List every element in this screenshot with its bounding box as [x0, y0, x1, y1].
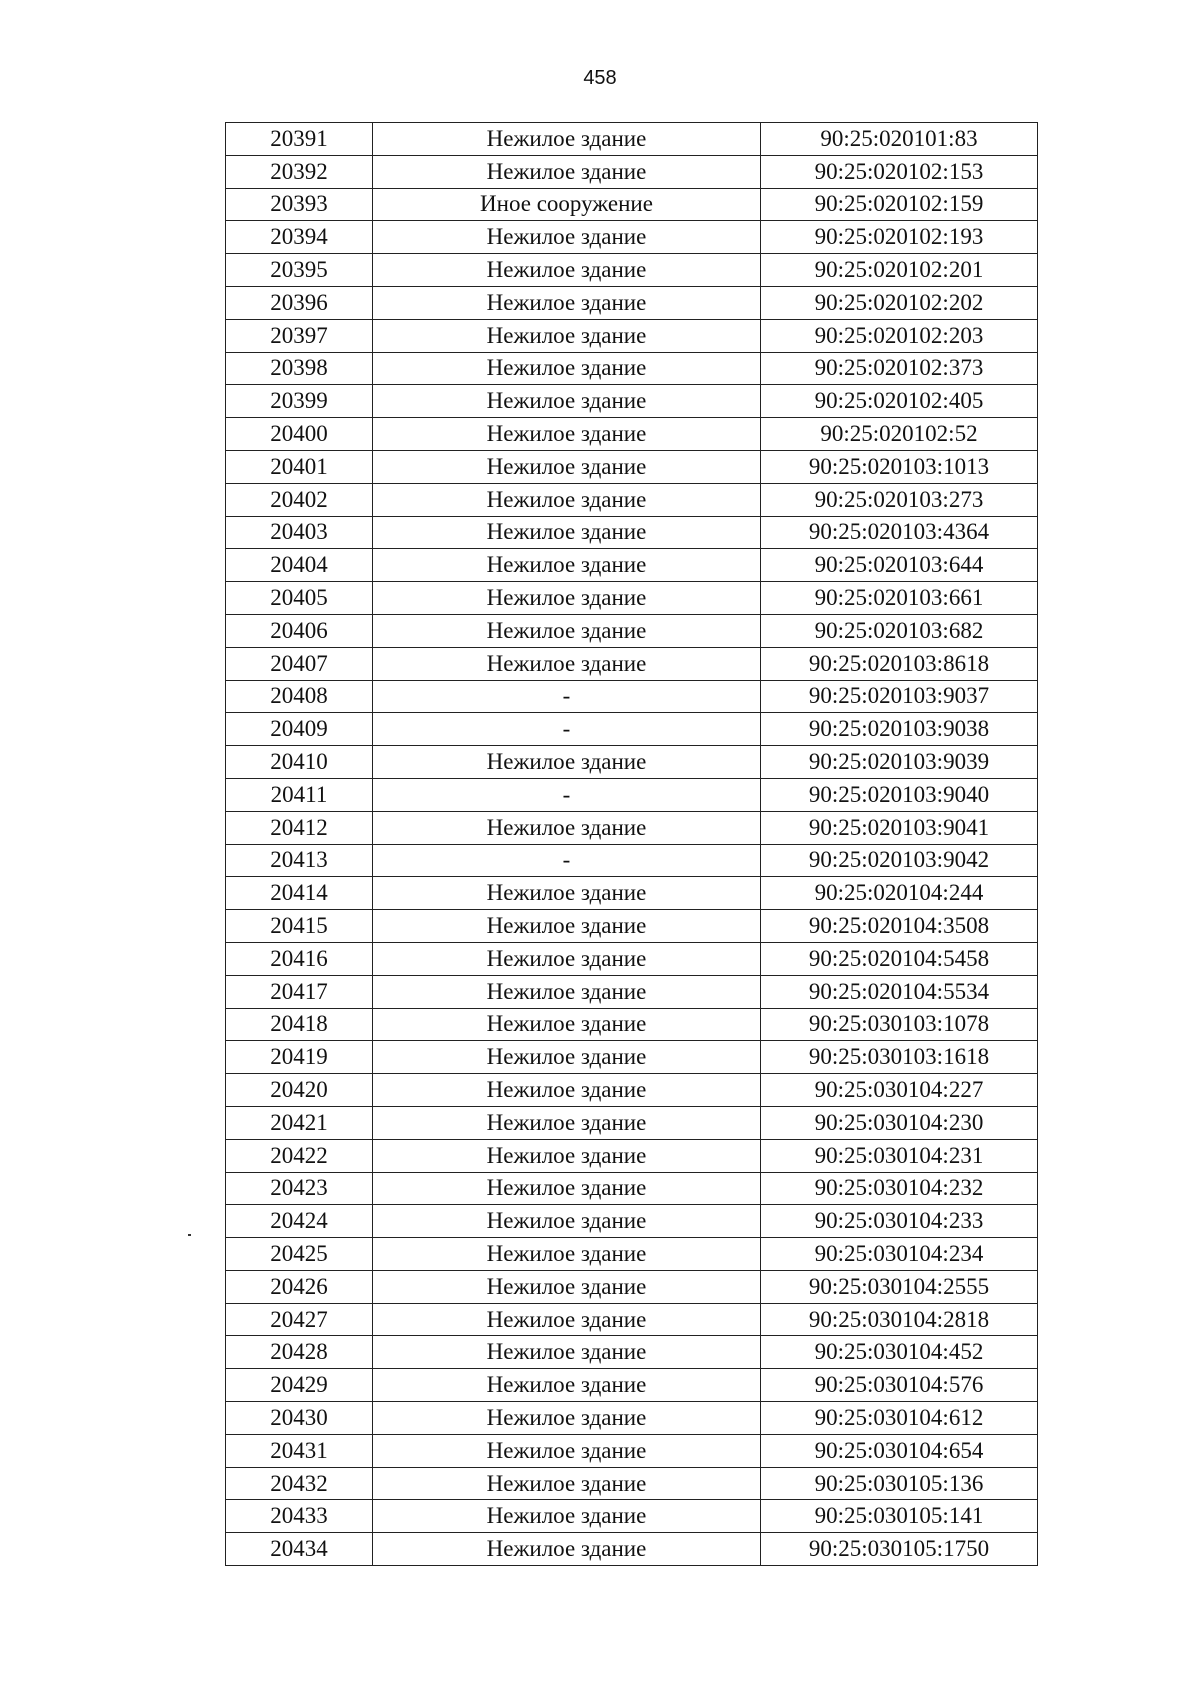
- object-type-cell: Нежилое здание: [373, 1402, 761, 1435]
- row-number-cell: 20413: [226, 844, 373, 877]
- table-row: [226, 1008, 1038, 1041]
- table-row: [226, 1106, 1038, 1139]
- row-number-cell: 20422: [226, 1139, 373, 1172]
- table-row: [226, 1238, 1038, 1271]
- table-row: [226, 910, 1038, 943]
- row-number-cell: 20405: [226, 582, 373, 615]
- object-type-cell: Нежилое здание: [373, 614, 761, 647]
- table-row: [226, 221, 1038, 254]
- table-row: [226, 1270, 1038, 1303]
- object-type-cell: Нежилое здание: [373, 549, 761, 582]
- cadastral-number-cell: 90:25:020103:661: [761, 582, 1038, 615]
- table-row: [226, 1074, 1038, 1107]
- cadastral-number-cell: 90:25:030105:141: [761, 1500, 1038, 1533]
- table-row: [226, 811, 1038, 844]
- row-number-cell: 20394: [226, 221, 373, 254]
- table-row: [226, 1402, 1038, 1435]
- row-number-cell: 20401: [226, 450, 373, 483]
- cadastral-number-cell: 90:25:020103:273: [761, 483, 1038, 516]
- object-type-cell: Нежилое здание: [373, 1172, 761, 1205]
- row-number-cell: 20431: [226, 1434, 373, 1467]
- object-type-cell: Нежилое здание: [373, 910, 761, 943]
- table-row: [226, 582, 1038, 615]
- row-number-cell: 20398: [226, 352, 373, 385]
- table-row: [226, 319, 1038, 352]
- row-number-cell: 20406: [226, 614, 373, 647]
- object-type-cell: Нежилое здание: [373, 286, 761, 319]
- table-row: [226, 1467, 1038, 1500]
- table-row: [226, 516, 1038, 549]
- object-type-cell: Иное сооружение: [373, 188, 761, 221]
- object-type-cell: Нежилое здание: [373, 1205, 761, 1238]
- object-type-cell: Нежилое здание: [373, 155, 761, 188]
- cadastral-number-cell: 90:25:030104:233: [761, 1205, 1038, 1238]
- row-number-cell: 20430: [226, 1402, 373, 1435]
- row-number-cell: 20415: [226, 910, 373, 943]
- cadastral-number-cell: 90:25:020103:1013: [761, 450, 1038, 483]
- object-type-cell: Нежилое здание: [373, 254, 761, 287]
- object-type-cell: Нежилое здание: [373, 1139, 761, 1172]
- table-row: [226, 188, 1038, 221]
- table-row: [226, 352, 1038, 385]
- row-number-cell: 20428: [226, 1336, 373, 1369]
- object-type-cell: Нежилое здание: [373, 1270, 761, 1303]
- table-row: [226, 1172, 1038, 1205]
- cadastral-number-cell: 90:25:030104:612: [761, 1402, 1038, 1435]
- cadastral-number-cell: 90:25:030103:1078: [761, 1008, 1038, 1041]
- table-row: [226, 746, 1038, 779]
- cadastral-number-cell: 90:25:020102:405: [761, 385, 1038, 418]
- cadastral-number-cell: 90:25:030104:231: [761, 1139, 1038, 1172]
- table-body: [226, 123, 1038, 1566]
- object-type-cell: Нежилое здание: [373, 483, 761, 516]
- cadastral-number-cell: 90:25:020101:83: [761, 123, 1038, 156]
- cadastral-number-cell: 90:25:020104:3508: [761, 910, 1038, 943]
- object-type-cell: Нежилое здание: [373, 1500, 761, 1533]
- row-number-cell: 20429: [226, 1369, 373, 1402]
- object-type-cell: -: [373, 713, 761, 746]
- cadastral-number-cell: 90:25:030104:227: [761, 1074, 1038, 1107]
- row-number-cell: 20425: [226, 1238, 373, 1271]
- table-row: [226, 450, 1038, 483]
- row-number-cell: 20400: [226, 418, 373, 451]
- table-row: [226, 385, 1038, 418]
- object-type-cell: Нежилое здание: [373, 1533, 761, 1566]
- object-type-cell: Нежилое здание: [373, 1467, 761, 1500]
- object-type-cell: -: [373, 778, 761, 811]
- cadastral-number-cell: 90:25:020102:373: [761, 352, 1038, 385]
- object-type-cell: Нежилое здание: [373, 647, 761, 680]
- object-type-cell: Нежилое здание: [373, 1041, 761, 1074]
- cadastral-number-cell: 90:25:030104:234: [761, 1238, 1038, 1271]
- cadastral-number-cell: 90:25:020103:682: [761, 614, 1038, 647]
- cadastral-number-cell: 90:25:030104:452: [761, 1336, 1038, 1369]
- object-type-cell: Нежилое здание: [373, 123, 761, 156]
- table-row: [226, 877, 1038, 910]
- registry-table: [225, 122, 1038, 1566]
- row-number-cell: 20427: [226, 1303, 373, 1336]
- row-number-cell: 20395: [226, 254, 373, 287]
- cadastral-number-cell: 90:25:020103:8618: [761, 647, 1038, 680]
- row-number-cell: 20397: [226, 319, 373, 352]
- row-number-cell: 20403: [226, 516, 373, 549]
- object-type-cell: Нежилое здание: [373, 319, 761, 352]
- table-row: [226, 549, 1038, 582]
- cadastral-number-cell: 90:25:030104:2818: [761, 1303, 1038, 1336]
- object-type-cell: -: [373, 680, 761, 713]
- cadastral-number-cell: 90:25:020103:9041: [761, 811, 1038, 844]
- row-number-cell: 20404: [226, 549, 373, 582]
- cadastral-number-cell: 90:25:020102:159: [761, 188, 1038, 221]
- cadastral-number-cell: 90:25:020103:9037: [761, 680, 1038, 713]
- object-type-cell: Нежилое здание: [373, 418, 761, 451]
- table-row: [226, 614, 1038, 647]
- object-type-cell: Нежилое здание: [373, 811, 761, 844]
- row-number-cell: 20417: [226, 975, 373, 1008]
- table-row: [226, 123, 1038, 156]
- object-type-cell: Нежилое здание: [373, 1238, 761, 1271]
- table-row: [226, 1303, 1038, 1336]
- object-type-cell: Нежилое здание: [373, 975, 761, 1008]
- table-row: [226, 1434, 1038, 1467]
- cadastral-number-cell: 90:25:020102:153: [761, 155, 1038, 188]
- object-type-cell: Нежилое здание: [373, 385, 761, 418]
- cadastral-number-cell: 90:25:020104:244: [761, 877, 1038, 910]
- cadastral-number-cell: 90:25:020102:193: [761, 221, 1038, 254]
- cadastral-number-cell: 90:25:020103:4364: [761, 516, 1038, 549]
- row-number-cell: 20407: [226, 647, 373, 680]
- cadastral-number-cell: 90:25:030104:576: [761, 1369, 1038, 1402]
- table-row: [226, 1500, 1038, 1533]
- table-row: [226, 844, 1038, 877]
- object-type-cell: Нежилое здание: [373, 1369, 761, 1402]
- row-number-cell: 20399: [226, 385, 373, 418]
- table-row: [226, 1205, 1038, 1238]
- row-number-cell: 20416: [226, 942, 373, 975]
- row-number-cell: 20421: [226, 1106, 373, 1139]
- row-number-cell: 20423: [226, 1172, 373, 1205]
- cadastral-number-cell: 90:25:030103:1618: [761, 1041, 1038, 1074]
- cadastral-number-cell: 90:25:020104:5534: [761, 975, 1038, 1008]
- cadastral-number-cell: 90:25:020102:52: [761, 418, 1038, 451]
- table-row: [226, 647, 1038, 680]
- row-number-cell: 20426: [226, 1270, 373, 1303]
- row-number-cell: 20412: [226, 811, 373, 844]
- table-row: [226, 286, 1038, 319]
- table-row: [226, 1369, 1038, 1402]
- object-type-cell: Нежилое здание: [373, 352, 761, 385]
- object-type-cell: Нежилое здание: [373, 221, 761, 254]
- table-row: [226, 942, 1038, 975]
- cadastral-number-cell: 90:25:020102:201: [761, 254, 1038, 287]
- table-row: [226, 483, 1038, 516]
- row-number-cell: 20409: [226, 713, 373, 746]
- table-row: [226, 1139, 1038, 1172]
- row-number-cell: 20414: [226, 877, 373, 910]
- cadastral-number-cell: 90:25:020102:202: [761, 286, 1038, 319]
- object-type-cell: -: [373, 844, 761, 877]
- row-number-cell: 20393: [226, 188, 373, 221]
- table-row: [226, 975, 1038, 1008]
- object-type-cell: Нежилое здание: [373, 450, 761, 483]
- cadastral-number-cell: 90:25:030104:230: [761, 1106, 1038, 1139]
- cadastral-number-cell: 90:25:020103:9040: [761, 778, 1038, 811]
- table-row: [226, 418, 1038, 451]
- row-number-cell: 20432: [226, 1467, 373, 1500]
- row-number-cell: 20420: [226, 1074, 373, 1107]
- row-number-cell: 20424: [226, 1205, 373, 1238]
- row-number-cell: 20391: [226, 123, 373, 156]
- row-number-cell: 20408: [226, 680, 373, 713]
- object-type-cell: Нежилое здание: [373, 942, 761, 975]
- object-type-cell: Нежилое здание: [373, 516, 761, 549]
- cadastral-number-cell: 90:25:030104:2555: [761, 1270, 1038, 1303]
- row-number-cell: 20402: [226, 483, 373, 516]
- object-type-cell: Нежилое здание: [373, 1106, 761, 1139]
- row-number-cell: 20392: [226, 155, 373, 188]
- table-row: [226, 1336, 1038, 1369]
- table-row: [226, 713, 1038, 746]
- scan-speck: [188, 1234, 191, 1236]
- cadastral-number-cell: 90:25:030104:232: [761, 1172, 1038, 1205]
- table-row: [226, 680, 1038, 713]
- cadastral-number-cell: 90:25:020103:9042: [761, 844, 1038, 877]
- table-row: [226, 1533, 1038, 1566]
- object-type-cell: Нежилое здание: [373, 1336, 761, 1369]
- cadastral-number-cell: 90:25:020103:9038: [761, 713, 1038, 746]
- cadastral-number-cell: 90:25:030104:654: [761, 1434, 1038, 1467]
- cadastral-number-cell: 90:25:020103:9039: [761, 746, 1038, 779]
- table-row: [226, 1041, 1038, 1074]
- object-type-cell: Нежилое здание: [373, 1434, 761, 1467]
- cadastral-number-cell: 90:25:020102:203: [761, 319, 1038, 352]
- row-number-cell: 20419: [226, 1041, 373, 1074]
- table-row: [226, 778, 1038, 811]
- object-type-cell: Нежилое здание: [373, 582, 761, 615]
- cadastral-number-cell: 90:25:030105:136: [761, 1467, 1038, 1500]
- object-type-cell: Нежилое здание: [373, 1008, 761, 1041]
- table-row: [226, 155, 1038, 188]
- cadastral-number-cell: 90:25:030105:1750: [761, 1533, 1038, 1566]
- row-number-cell: 20418: [226, 1008, 373, 1041]
- row-number-cell: 20411: [226, 778, 373, 811]
- cadastral-number-cell: 90:25:020103:644: [761, 549, 1038, 582]
- row-number-cell: 20396: [226, 286, 373, 319]
- object-type-cell: Нежилое здание: [373, 746, 761, 779]
- row-number-cell: 20410: [226, 746, 373, 779]
- object-type-cell: Нежилое здание: [373, 877, 761, 910]
- cadastral-number-cell: 90:25:020104:5458: [761, 942, 1038, 975]
- row-number-cell: 20434: [226, 1533, 373, 1566]
- object-type-cell: Нежилое здание: [373, 1074, 761, 1107]
- object-type-cell: Нежилое здание: [373, 1303, 761, 1336]
- page-number: 458: [583, 67, 617, 89]
- table-row: [226, 254, 1038, 287]
- row-number-cell: 20433: [226, 1500, 373, 1533]
